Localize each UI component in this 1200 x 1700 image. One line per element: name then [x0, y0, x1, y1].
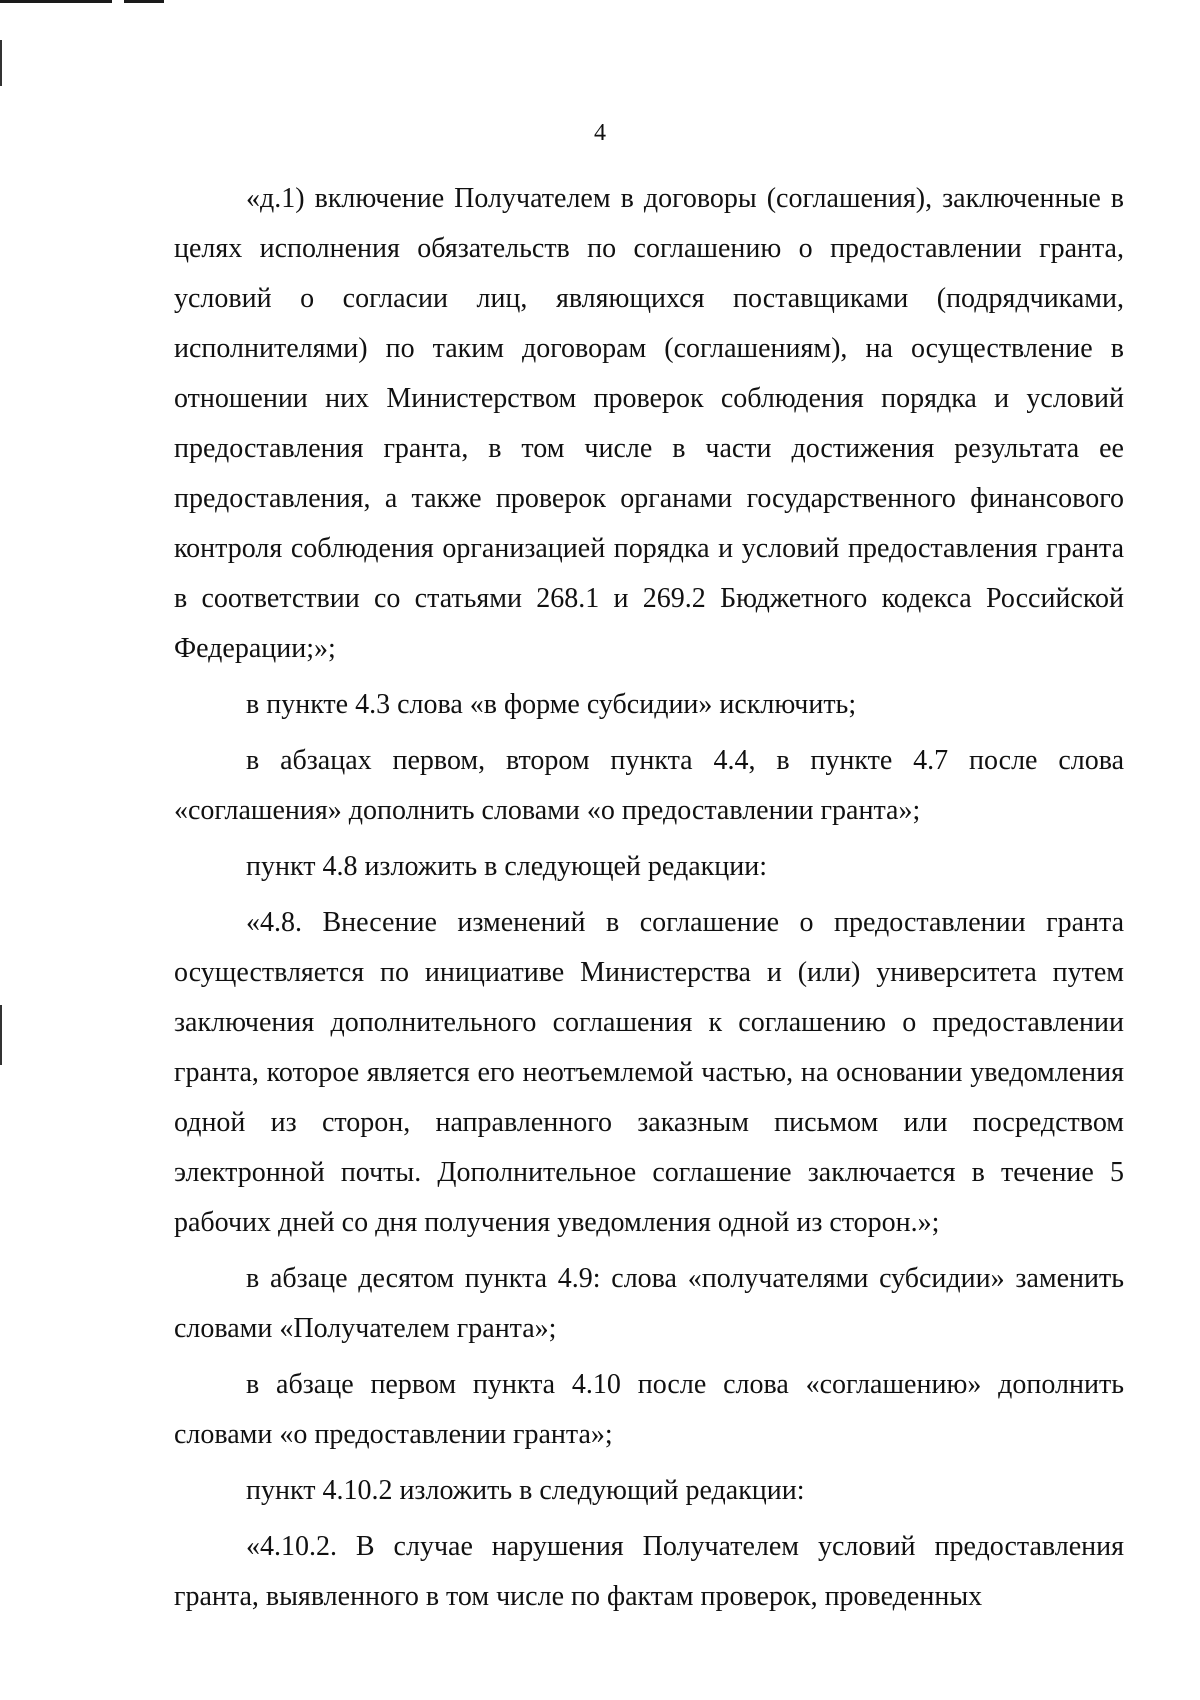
scan-edge-mark — [0, 0, 112, 3]
paragraph-4-10: в абзаце первом пункта 4.10 после слова «соглашению» дополнить словами «о предоставлении гранта»; — [174, 1369, 1124, 1450]
page-number: 4 — [594, 120, 606, 146]
scan-edge-mark — [124, 0, 164, 3]
paragraph-4-8: «4.8. Внесение изменений в соглашение о предоставлении гранта осуществляется по инициативе Министерства и (или) университета путем заключения дополнительного соглашения к соглашению о предоставлении гранта, которое является его неотъемлемой частью, на основании уведомления одной из сторон, направленного заказным письмом или посредством электронной почты. Дополнительное соглашение заключается в течение 5 рабочих дней со дня получения уведомления одной из сторон.»; — [174, 907, 1124, 1238]
paragraph-4-8-intro: пункт 4.8 изложить в следующей редакции: — [246, 851, 767, 882]
paragraph-4-10-2: «4.10.2. В случае нарушения Получателем условий предоставления гранта, выявленного в том числе по фактам проверок, проведенных — [174, 1531, 1124, 1612]
paragraph-4-4: в абзацах первом, втором пункта 4.4, в пункте 4.7 после слова «соглашения» дополнить словами «о предоставлении гранта»; — [174, 745, 1124, 826]
document-body — [174, 174, 1124, 1622]
paragraph-4-3: в пункте 4.3 слова «в форме субсидии» исключить; — [246, 689, 857, 720]
paragraph-4-9: в абзаце десятом пункта 4.9: слова «получателями субсидии» заменить словами «Получателем гранта»; — [174, 1263, 1124, 1344]
scan-edge-mark — [0, 1005, 2, 1065]
paragraph-4-10-2-intro: пункт 4.10.2 изложить в следующий редакции: — [246, 1475, 805, 1506]
paragraph-d1: «д.1) включение Получателем в договоры (соглашения), заключенные в целях исполнения обязательств по соглашению о предоставлении гранта, условий о согласии лиц, являющихся поставщиками (подрядчиками, исполнителями) по таким договорам (соглашениям), на осуществление в отношении них Министерством проверок соблюдения порядка и условий предоставления гранта, в том числе в части достижения результата ее предоставления, а также проверок органами государственного финансового контроля соблюдения организацией порядка и условий предоставления гранта в соответствии со статьями 268.1 и 269.2 Бюджетного кодекса Российской Федерации;»; — [174, 183, 1124, 664]
scan-edge-mark — [0, 40, 2, 86]
